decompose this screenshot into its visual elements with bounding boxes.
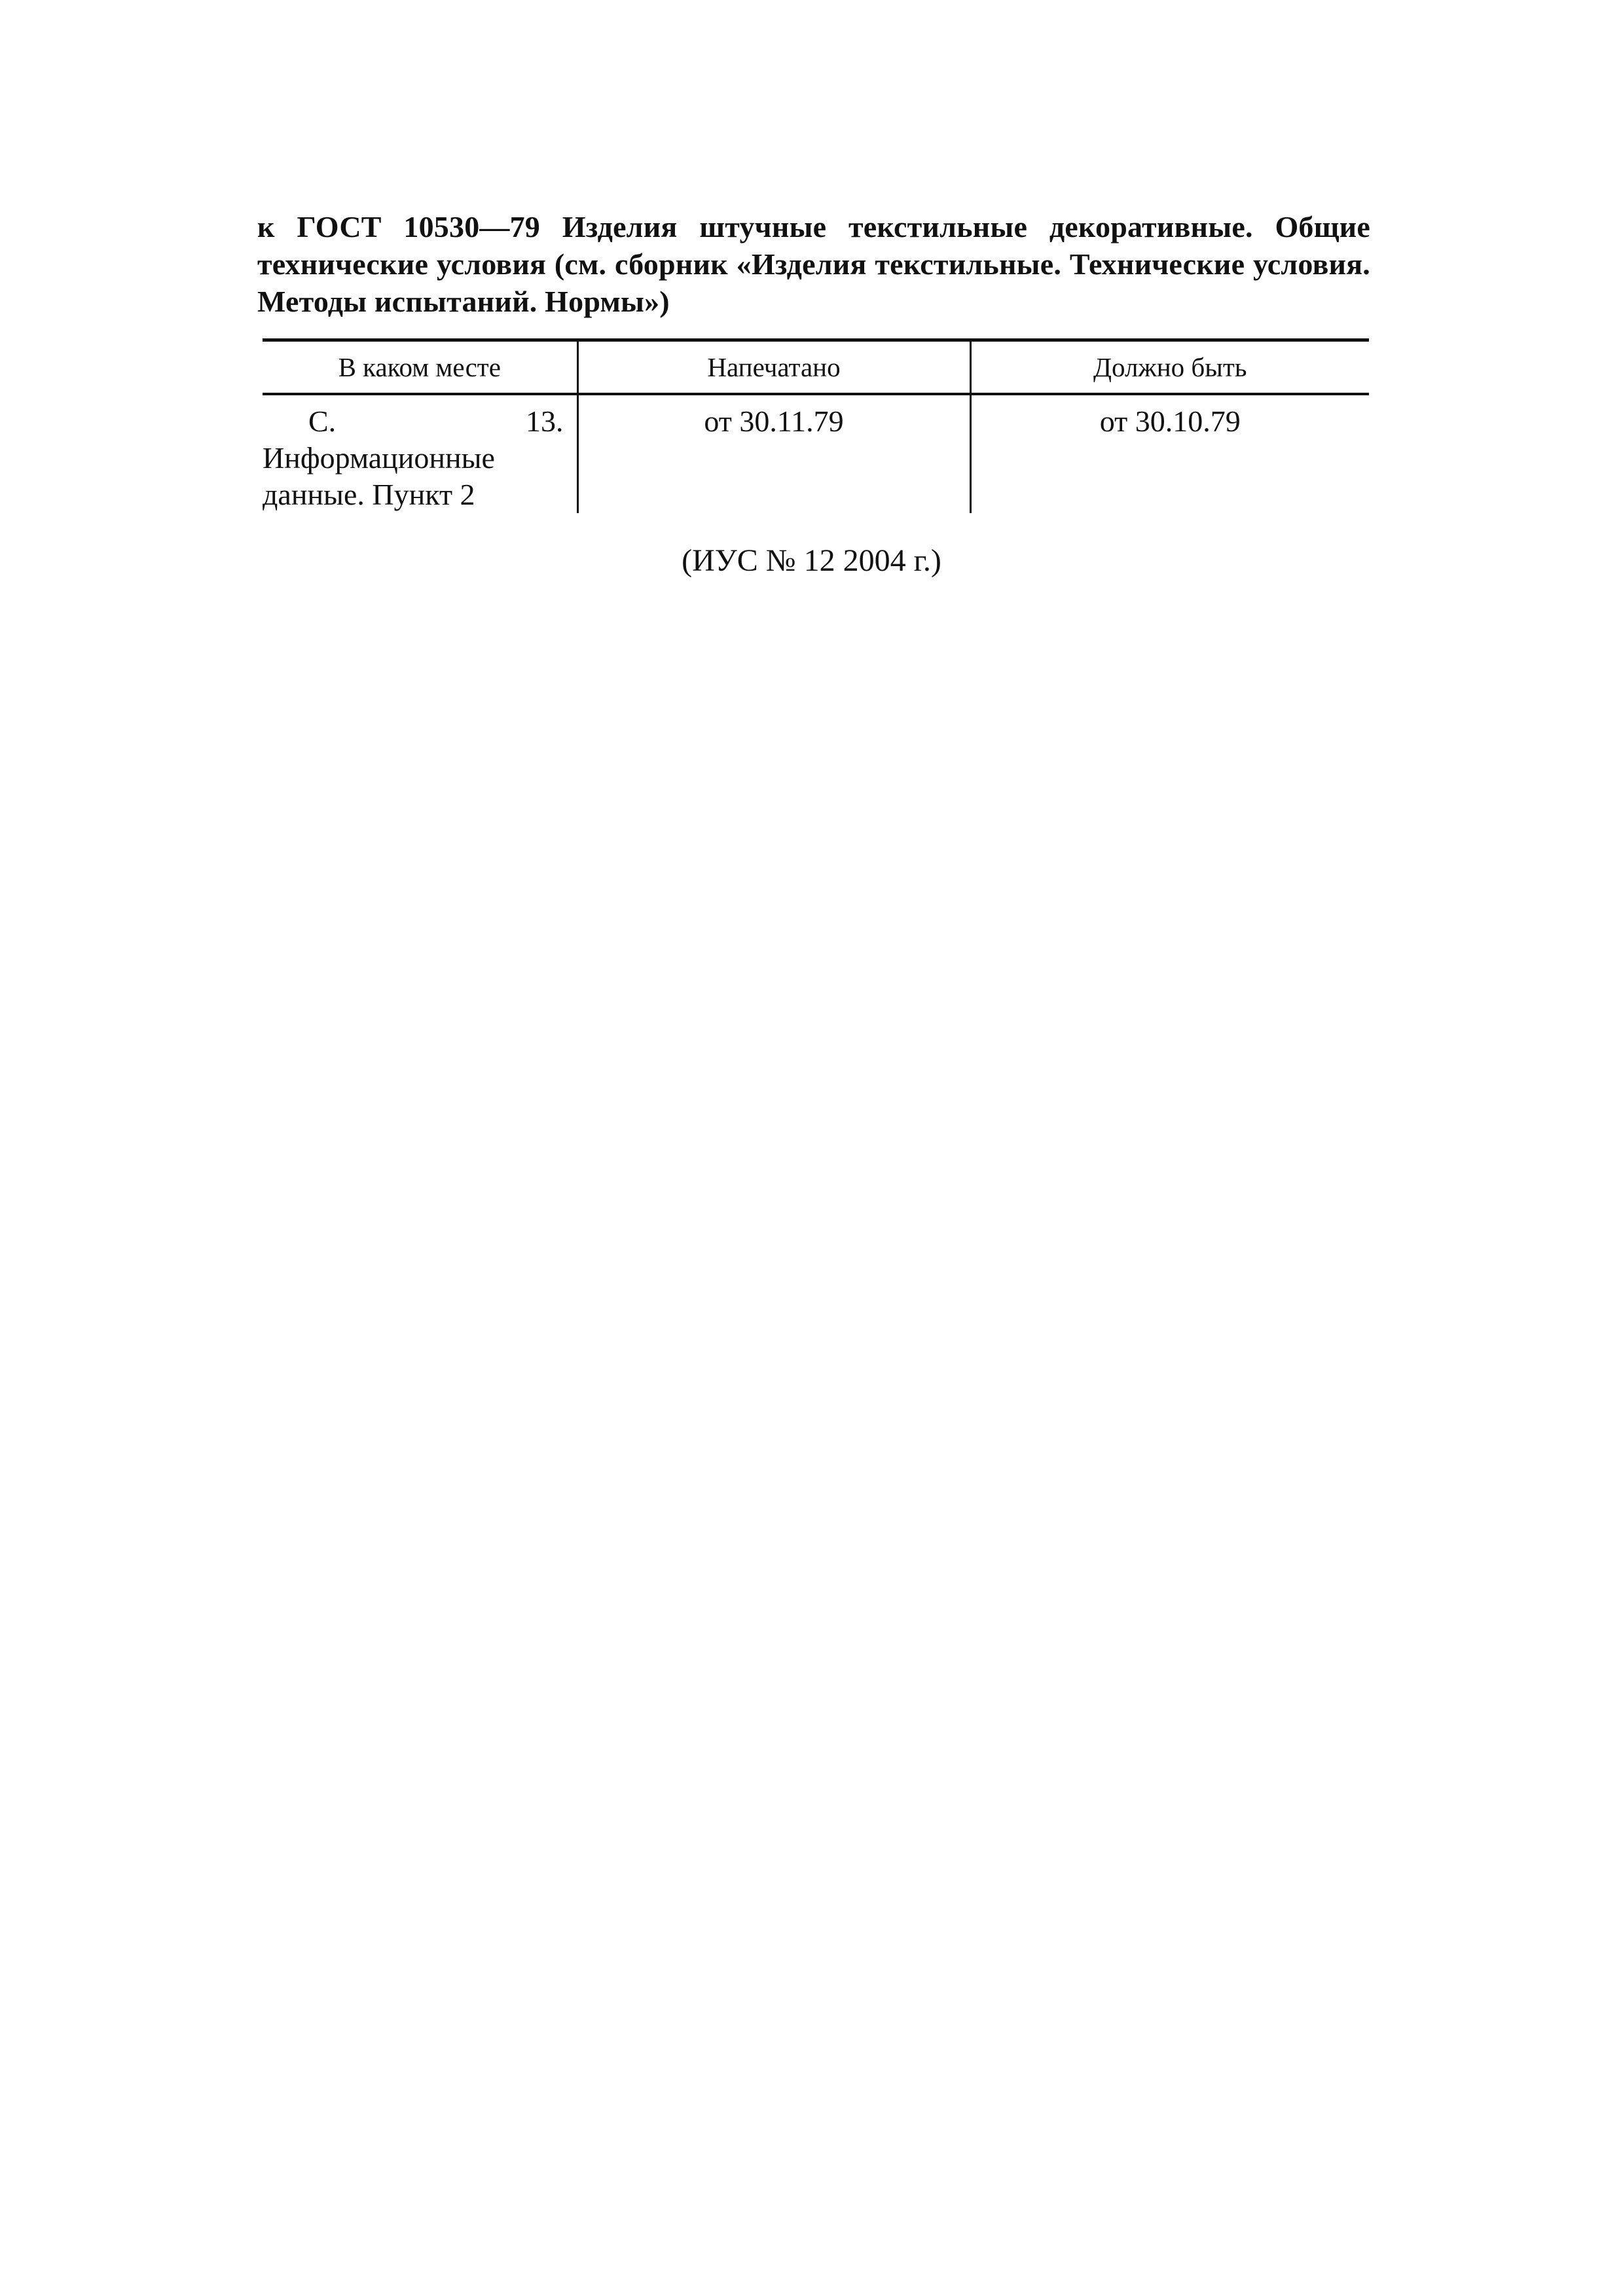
errata-table xyxy=(263,338,1369,513)
cell-should-be: от 30.10.79 xyxy=(970,394,1369,513)
source-note: (ИУС № 12 2004 г.) xyxy=(682,543,941,578)
table-header-row xyxy=(263,340,1369,395)
cell-printed: от 30.11.79 xyxy=(577,394,970,513)
column-header-printed: Напечатано xyxy=(577,340,970,395)
cell-location xyxy=(263,394,577,513)
table-row xyxy=(263,394,1369,513)
column-header-should-be: Должно быть xyxy=(970,340,1369,395)
column-header-location: В каком месте xyxy=(263,340,577,395)
errata-heading: к ГОСТ 10530—79 Изделия штучные текстильные декоративные. Общие технические условия (см. сборник «Изделия текстильные. Технические условия. Методы испытаний. Нормы») xyxy=(257,210,1370,318)
cell-location-text: С. 13. Информационные данные. Пункт 2 xyxy=(263,404,564,511)
